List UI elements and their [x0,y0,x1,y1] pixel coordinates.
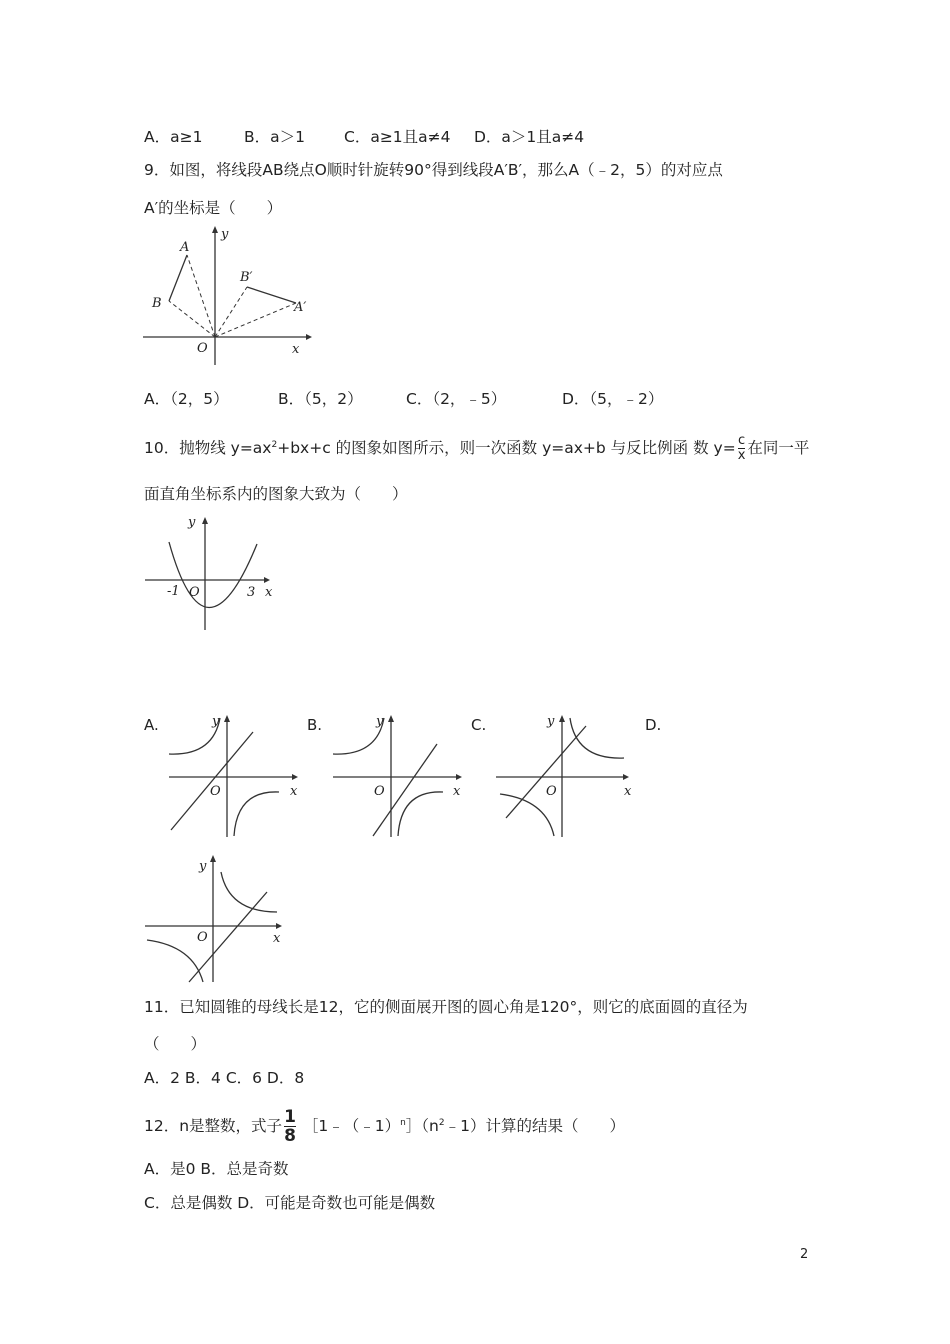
q9-label-y: y [221,227,229,242]
page-number: 2 [800,1247,809,1262]
q10-graph-c-o: O [546,784,557,799]
q8-option-d: D．a＞1且a≠4 [474,128,585,146]
q9-label-a-prime: A′ [294,300,307,315]
q10-graph-d-x: x [273,931,281,946]
q8-options [144,127,584,147]
q10-graph-a-o: O [210,784,221,799]
q8-option-a: A．a≥1 [144,128,203,146]
q10-option-d-label: D. [645,716,662,734]
q8-option-b: B．a＞1 [244,128,305,146]
q9-label-b: B [152,296,162,311]
q10-graph-c-x: x [624,784,632,799]
q10-label-x: x [265,585,273,600]
q10-option-b-label: B. [307,716,323,734]
q10-label-y: y [188,515,196,530]
q12-options-line1: A．是0 B．总是奇数 [144,1160,289,1178]
q8-option-c: C．a≥1且a≠4 [344,128,451,146]
q11-stem-line2: （ ） [144,1035,207,1053]
q9-label-b-prime: B′ [240,270,253,285]
q12-options-line2: C．总是偶数 D．可能是奇数也可能是偶数 [144,1194,436,1212]
q10-option-c-label: C. [471,716,487,734]
q10-graph-d [143,852,283,984]
q9-options [144,389,663,409]
q10-label-o: O [189,585,200,600]
q10-parabola-figure [143,512,275,634]
q10-graph-a-x: x [290,784,298,799]
q9-option-b: B．（5，2） [278,390,363,408]
q9-stem-line1: 9．如图，将线段AB绕点O顺时针旋转90°得到线段A′B′，那么A（﹣2，5）的对应点 [144,161,723,179]
q10-label-neg1: -1 [167,584,180,599]
q10-graph-c-y: y [547,714,555,729]
q9-option-a: A．（2，5） [144,390,229,408]
q10-graph-b-o: O [374,784,385,799]
q9-label-o: O [197,341,208,356]
q10-graph-c [494,712,634,840]
q10-stem-line1: 10．抛物线 $y=ax^2+bx+c$ 的图象如图所示，则一次函数 y=ax+b 与反比例函 数 y= $\frac{c}{x}$ 在同一平 [144,433,810,463]
q10-graph-b-y: y [376,714,384,729]
q9-label-x: x [292,342,300,357]
q10-fraction: $\frac{c}{x}$ [737,433,746,463]
q10-graph-a [167,712,303,840]
q9-label-a: A [180,240,190,255]
q9-stem-line2: A′的坐标是（ ） [144,199,283,217]
q10-label-3: 3 [247,585,256,600]
q9-option-d: D．（5，﹣2） [562,390,664,408]
q11-stem-line1: 11．已知圆锥的母线长是12，它的侧面展开图的圆心角是120°，则它的底面圆的直径为 [144,998,748,1016]
q11-options: A．2 B．4 C．6 D．8 [144,1069,305,1087]
q10-graph-b [331,712,467,840]
q10-stem-line2: 面直角坐标系内的图象大致为（ ） [144,485,408,503]
q9-option-c: C．（2，﹣5） [406,390,507,408]
q12-stem: 12．n是整数，式子 $\frac{1}{8}$ $[1﹣(﹣1)^n](n^2﹣1)$计算的结果（ ） [144,1107,625,1147]
q10-option-a-label: A. [144,716,159,734]
q10-graph-a-y: y [212,714,220,729]
q12-fraction: $\frac{1}{8}$ [284,1107,296,1147]
q10-graph-d-y: y [199,859,207,874]
q10-graph-b-x: x [453,784,461,799]
q9-figure [143,225,313,365]
q10-graph-d-o: O [197,930,208,945]
